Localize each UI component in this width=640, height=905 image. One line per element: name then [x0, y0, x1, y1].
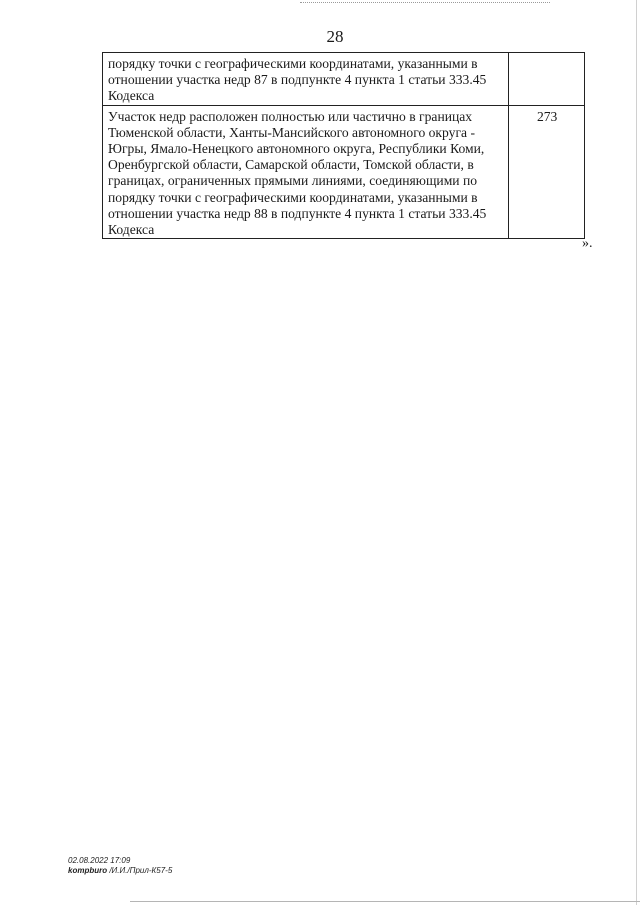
text-line: Кодекса: [108, 222, 155, 238]
text-line: Оренбургской области, Самарской области, Томской области, в: [108, 157, 474, 173]
table-cell-description: [103, 53, 509, 106]
footer-stamp: [68, 856, 172, 875]
document-table: [102, 52, 585, 239]
footer-stamp-label: kompburo: [68, 865, 108, 875]
text-line: отношении участка недр 87 в подпункте 4 пункта 1 статьи 333.45: [108, 72, 487, 88]
text-line: границах, ограниченных прямыми линиями, соединяющими по: [108, 173, 478, 189]
text-line: Югры, Ямало-Ненецкого автономного округа, Республики Коми,: [108, 141, 485, 157]
footer-author: [68, 866, 172, 876]
text-line: Тюменской области, Ханты-Мансийского автономного округа -: [108, 124, 475, 140]
table-cell-value: 273: [509, 105, 585, 239]
scan-artifact-right: [636, 0, 637, 905]
scan-artifact-bottom: [130, 901, 640, 902]
table-row: [103, 105, 585, 239]
table-row: [103, 53, 585, 106]
closing-quote: ».: [582, 236, 593, 251]
footer-stamp-suffix: /И.И./Прил-К57-5: [107, 865, 173, 875]
scan-artifact-top: [300, 2, 550, 3]
text-line: Кодекса: [108, 88, 155, 104]
page-number: 28: [326, 27, 344, 46]
table-cell-value: [509, 53, 585, 106]
text-line: отношении участка недр 88 в подпункте 4 пункта 1 статьи 333.45: [108, 205, 487, 221]
text-line: порядку точки с географическими координатами, указанными в: [108, 189, 478, 205]
table-cell-description: [103, 105, 509, 239]
footer-date: 02.08.2022 17:09: [68, 856, 131, 865]
text-line: Участок недр расположен полностью или частично в границах: [108, 108, 473, 124]
text-line: порядку точки с географическими координатами, указанными в: [108, 56, 478, 71]
